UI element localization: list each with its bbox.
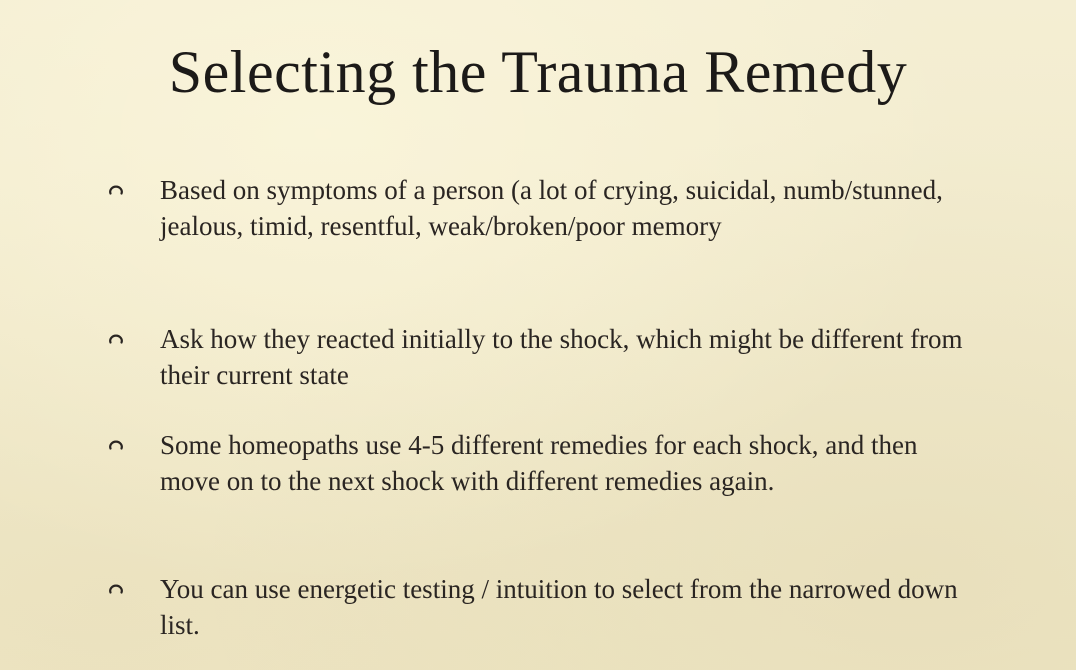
bullet-text: You can use energetic testing / intuition to select from the narrowed down list. xyxy=(160,574,958,640)
bullet-text: Ask how they reacted initially to the shock, which might be different from their current state xyxy=(160,324,963,390)
slide-title: Selecting the Trauma Remedy xyxy=(168,39,908,105)
open-circle-bullet-icon xyxy=(108,332,124,348)
bullet-item xyxy=(106,571,980,643)
open-circle-bullet-icon xyxy=(108,582,124,598)
bullet-text: Some homeopaths use 4-5 different remedies for each shock, and then move on to the next shock with different remedies again. xyxy=(160,430,918,496)
bullet-item xyxy=(106,427,980,499)
bullet-item xyxy=(106,172,980,244)
bullet-text: Based on symptoms of a person (a lot of crying, suicidal, numb/stunned, jealous, timid, resentful, weak/broken/poor memory xyxy=(160,175,943,241)
open-circle-bullet-icon xyxy=(108,183,124,199)
bullet-item xyxy=(106,321,980,393)
open-circle-bullet-icon xyxy=(108,438,124,454)
